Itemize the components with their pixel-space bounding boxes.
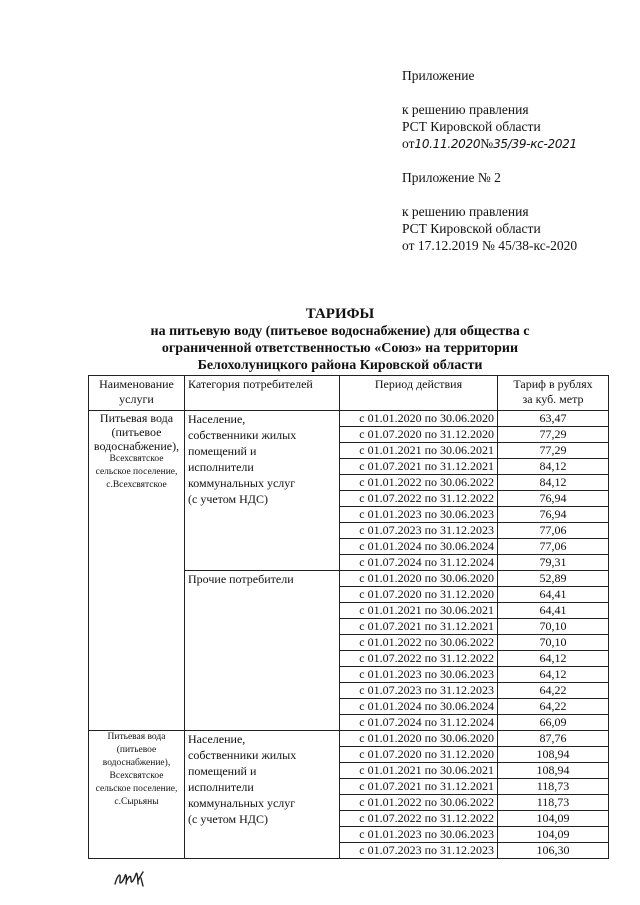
service-text: Питьевая вода xyxy=(107,732,166,742)
period-cell: с 01.01.2022 по 30.06.2022 xyxy=(340,795,498,811)
title-line-3: Белохолуницкого района Кировской области xyxy=(197,358,483,373)
period-cell: с 01.01.2020 по 30.06.2020 xyxy=(340,411,498,427)
price-cell: 64,22 xyxy=(498,699,609,715)
header-service-line2: услуги xyxy=(119,392,154,406)
service-text: Питьевая вода xyxy=(99,411,174,425)
price-cell: 79,31 xyxy=(498,555,609,571)
service-location: сельское поселение, xyxy=(95,467,178,477)
handwritten-date: 10.11.2020 xyxy=(414,137,481,151)
category-text: исполнители xyxy=(188,780,254,794)
handwritten-number: 35/39-кс-2021 xyxy=(493,137,577,151)
period-cell: с 01.07.2022 по 31.12.2022 xyxy=(340,811,498,827)
price-cell: 76,94 xyxy=(498,507,609,523)
price-cell: 104,09 xyxy=(498,827,609,843)
period-cell: с 01.07.2021 по 31.12.2021 xyxy=(340,459,498,475)
header-authority: РСТ Кировской области xyxy=(402,119,541,134)
price-cell: 77,06 xyxy=(498,539,609,555)
service-location: сельское поселение, xyxy=(95,784,178,794)
title-main: ТАРИФЫ xyxy=(305,306,375,322)
service-location: с.Всехсвятское xyxy=(106,480,167,490)
period-cell: с 01.07.2022 по 31.12.2022 xyxy=(340,651,498,667)
service-text: водоснабжение), xyxy=(102,758,171,768)
service-cell-vsekhsvyatskoe xyxy=(89,411,185,731)
period-cell: с 01.01.2020 по 30.06.2020 xyxy=(340,571,498,587)
header-appendix: Приложение xyxy=(402,68,475,83)
header-period: Период действия xyxy=(340,376,498,411)
category-population xyxy=(185,731,340,859)
period-cell: с 01.01.2023 по 30.06.2023 xyxy=(340,667,498,683)
category-text: Население, xyxy=(188,412,246,426)
period-cell: с 01.01.2024 по 30.06.2024 xyxy=(340,539,498,555)
price-cell: 64,41 xyxy=(498,603,609,619)
table-header-row xyxy=(89,376,609,411)
price-cell: 108,94 xyxy=(498,747,609,763)
header-number-sign: № xyxy=(480,136,494,151)
category-text: Население, xyxy=(188,732,246,746)
service-text: (питьевое xyxy=(116,745,157,755)
price-cell: 66,09 xyxy=(498,715,609,731)
category-text: коммунальных услуг xyxy=(188,476,296,490)
period-cell: с 01.07.2021 по 31.12.2021 xyxy=(340,779,498,795)
price-cell: 106,30 xyxy=(498,843,609,859)
price-cell: 76,94 xyxy=(498,491,609,507)
period-cell: с 01.07.2023 по 31.12.2023 xyxy=(340,843,498,859)
header-service xyxy=(89,376,185,411)
tariff-table xyxy=(88,375,609,859)
header-appendix-2: Приложение № 2 xyxy=(402,170,501,185)
period-cell: с 01.01.2021 по 30.06.2021 xyxy=(340,443,498,459)
signature-initials xyxy=(112,866,146,890)
period-cell: с 01.01.2021 по 30.06.2021 xyxy=(340,763,498,779)
service-cell-syryany xyxy=(89,731,185,859)
period-cell: с 01.07.2020 по 31.12.2020 xyxy=(340,427,498,443)
header-decision: к решению правления xyxy=(402,102,529,117)
price-cell: 63,47 xyxy=(498,411,609,427)
table-row xyxy=(89,411,609,427)
price-cell: 84,12 xyxy=(498,475,609,491)
category-text: (с учетом НДС) xyxy=(188,812,268,826)
period-cell: с 01.07.2024 по 31.12.2024 xyxy=(340,715,498,731)
period-cell: с 01.07.2021 по 31.12.2021 xyxy=(340,619,498,635)
header-date-number-2: от 17.12.2019 № 45/38-кс-2020 xyxy=(402,238,578,253)
period-cell: с 01.07.2024 по 31.12.2024 xyxy=(340,555,498,571)
period-cell: с 01.07.2020 по 31.12.2020 xyxy=(340,747,498,763)
category-other-consumers xyxy=(185,571,340,731)
document-title xyxy=(60,305,620,374)
header-authority-2: РСТ Кировской области xyxy=(402,221,541,236)
period-cell: с 01.01.2020 по 30.06.2020 xyxy=(340,731,498,747)
price-cell: 77,06 xyxy=(498,523,609,539)
period-cell: с 01.07.2023 по 31.12.2023 xyxy=(340,523,498,539)
category-text: коммунальных услуг xyxy=(188,796,296,810)
period-cell: с 01.01.2024 по 30.06.2024 xyxy=(340,699,498,715)
header-from: от xyxy=(402,136,415,151)
title-line-2: ограниченной ответственностью «Союз» на территории xyxy=(161,341,519,356)
header-category: Категория потребителей xyxy=(185,376,340,411)
category-population xyxy=(185,411,340,571)
price-cell: 64,41 xyxy=(498,587,609,603)
price-cell: 70,10 xyxy=(498,619,609,635)
header-decision-2: к решению правления xyxy=(402,204,529,219)
price-cell: 104,09 xyxy=(498,811,609,827)
period-cell: с 01.01.2023 по 30.06.2023 xyxy=(340,827,498,843)
period-cell: с 01.01.2021 по 30.06.2021 xyxy=(340,603,498,619)
service-location: с.Сырьяны xyxy=(114,797,159,807)
category-text: помещений и xyxy=(188,444,257,458)
price-cell: 77,29 xyxy=(498,427,609,443)
table-row xyxy=(89,731,609,747)
header-service-line1: Наименование xyxy=(99,377,174,391)
category-text: собственники жилых xyxy=(188,428,297,442)
category-text: Прочие потребители xyxy=(188,572,294,586)
price-cell: 118,73 xyxy=(498,779,609,795)
price-cell: 118,73 xyxy=(498,795,609,811)
period-cell: с 01.07.2020 по 31.12.2020 xyxy=(340,587,498,603)
header-date-number xyxy=(402,135,577,153)
title-line-1: на питьевую воду (питьевое водоснабжение) для общества с xyxy=(150,324,530,339)
period-cell: с 01.01.2022 по 30.06.2022 xyxy=(340,635,498,651)
price-cell: 70,10 xyxy=(498,635,609,651)
header-tariff xyxy=(498,376,609,411)
category-text: (с учетом НДС) xyxy=(188,492,268,506)
price-cell: 87,76 xyxy=(498,731,609,747)
header-tariff-line2: за куб. метр xyxy=(522,392,584,406)
price-cell: 77,29 xyxy=(498,443,609,459)
service-location: Всехсвятское xyxy=(109,771,164,781)
period-cell: с 01.07.2022 по 31.12.2022 xyxy=(340,491,498,507)
header-tariff-line1: Тариф в рублях xyxy=(513,377,593,391)
price-cell: 52,89 xyxy=(498,571,609,587)
period-cell: с 01.07.2023 по 31.12.2023 xyxy=(340,683,498,699)
price-cell: 108,94 xyxy=(498,763,609,779)
category-text: помещений и xyxy=(188,764,257,778)
period-cell: с 01.01.2023 по 30.06.2023 xyxy=(340,507,498,523)
service-text: водоснабжение), xyxy=(93,439,180,453)
category-text: исполнители xyxy=(188,460,254,474)
price-cell: 64,12 xyxy=(498,651,609,667)
service-text: (питьевое xyxy=(111,425,162,439)
period-cell: с 01.01.2022 по 30.06.2022 xyxy=(340,475,498,491)
service-location: Всехсвятское xyxy=(109,454,164,464)
price-cell: 64,22 xyxy=(498,683,609,699)
price-cell: 64,12 xyxy=(498,667,609,683)
category-text: собственники жилых xyxy=(188,748,297,762)
price-cell: 84,12 xyxy=(498,459,609,475)
